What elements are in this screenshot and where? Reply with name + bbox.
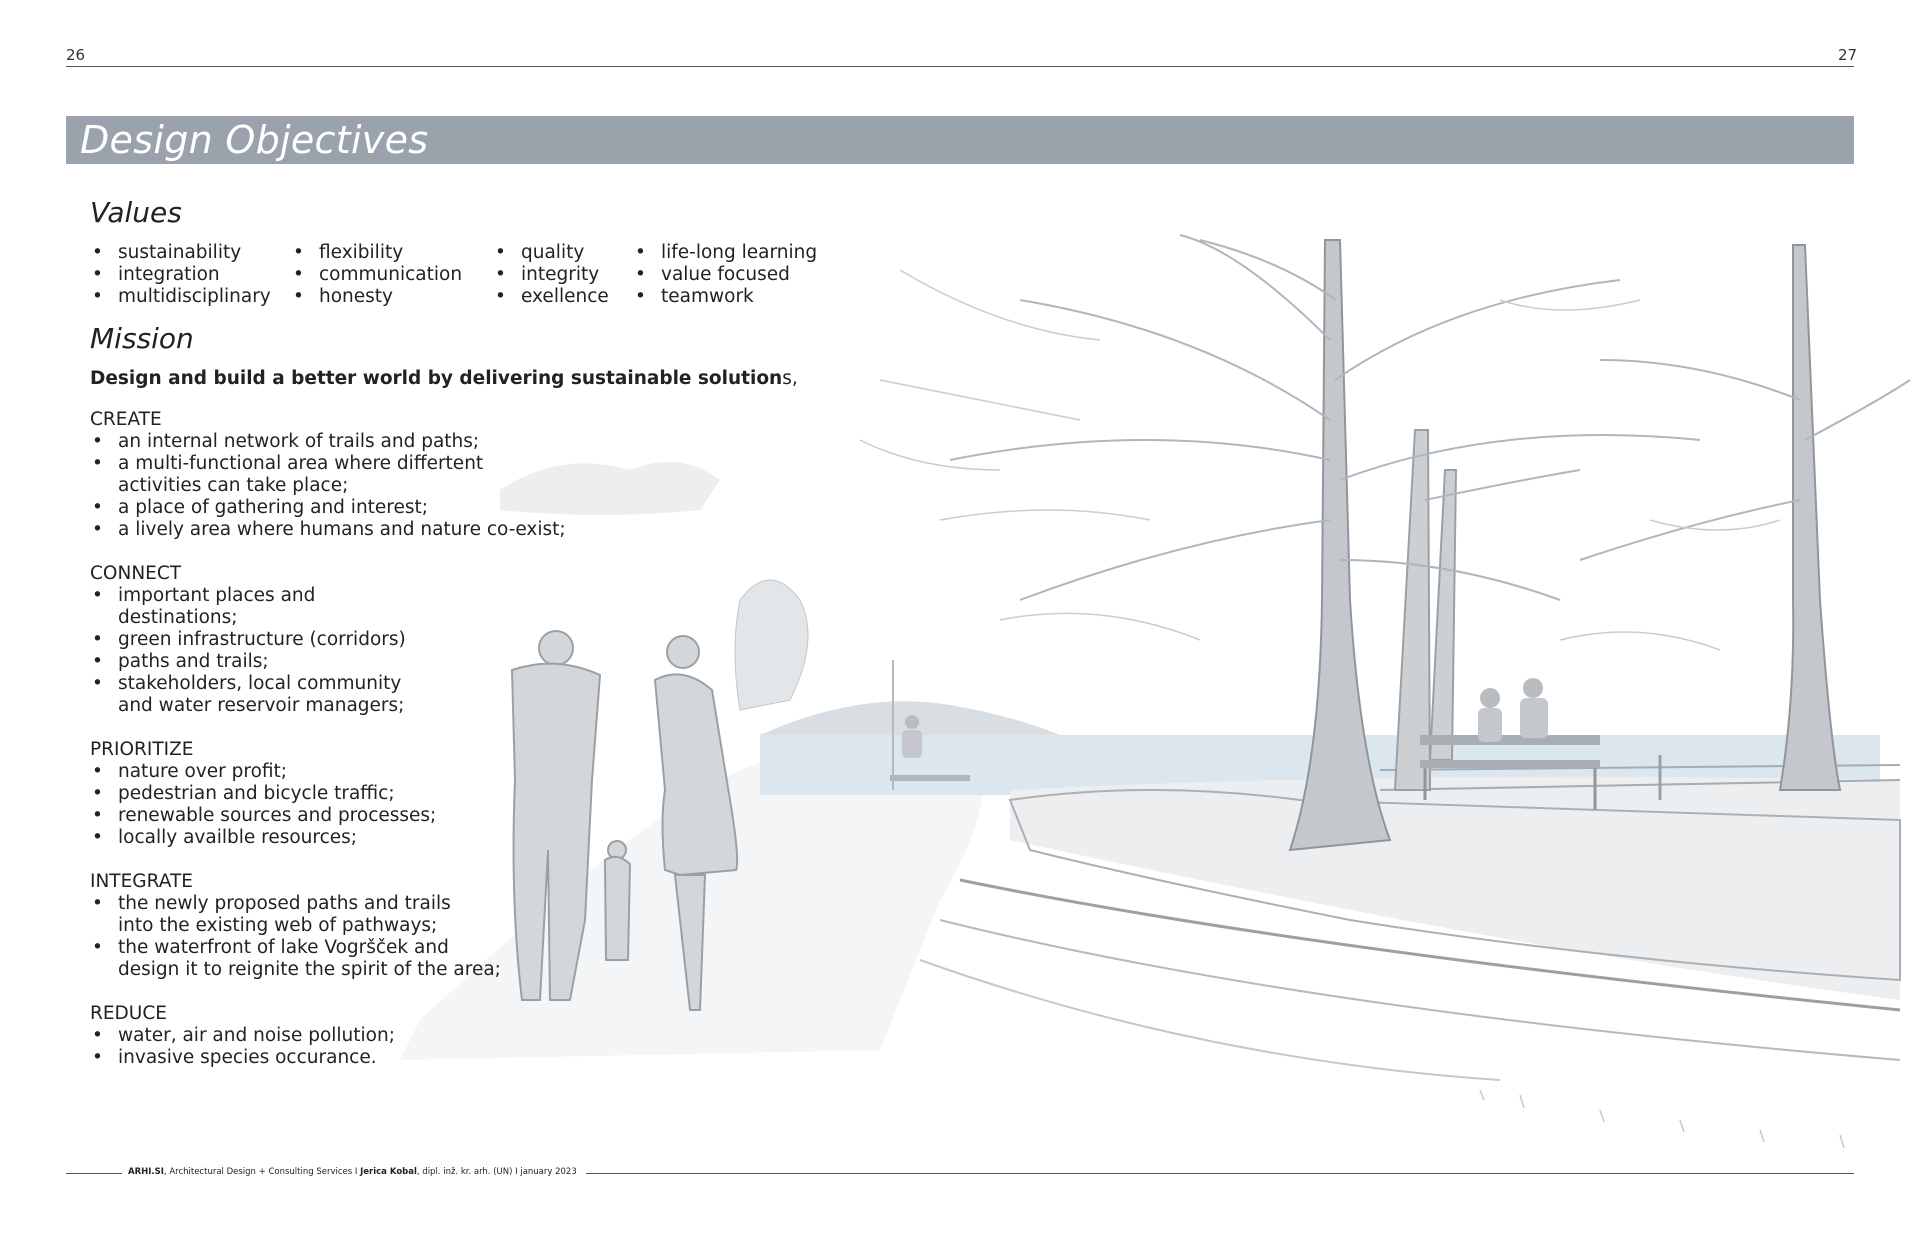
values-column-3	[493, 242, 609, 308]
top-divider	[66, 66, 1854, 67]
title-banner	[66, 116, 1854, 164]
values-heading: Values	[90, 196, 182, 229]
connect-item: • paths and trails;	[90, 651, 420, 673]
value-item: • quality	[493, 242, 609, 264]
footer-rule-left	[66, 1173, 122, 1174]
value-item: • exellence	[493, 286, 609, 308]
left-page-number: 26	[66, 46, 86, 64]
create-item: • a lively area where humans and nature co-exist;	[90, 519, 610, 541]
prioritize-item: • locally availble resources;	[90, 827, 490, 849]
page-title: Design Objectives	[80, 118, 429, 162]
value-item: • sustainability	[90, 242, 271, 264]
footer-author-desc: , dipl. inž. kr. arh. (UN) I january 2023	[416, 1167, 577, 1177]
create-heading: CREATE	[90, 409, 162, 430]
integrate-item: • the newly proposed paths and trails into the existing web of pathways;	[90, 893, 458, 937]
value-item: • multidisciplinary	[90, 286, 271, 308]
footer-rule-right	[586, 1173, 1854, 1174]
value-item: • integrity	[493, 264, 609, 286]
prioritize-section	[90, 739, 490, 849]
prioritize-item: • renewable sources and processes;	[90, 805, 490, 827]
value-item: • value focused	[633, 264, 817, 286]
prioritize-heading: PRIORITIZE	[90, 739, 194, 760]
values-column-4	[633, 242, 817, 308]
connect-item: • important places and destinations;	[90, 585, 328, 629]
value-item: • integration	[90, 264, 271, 286]
prioritize-item: • pedestrian and bicycle traffic;	[90, 783, 490, 805]
values-column-2	[291, 242, 462, 308]
reduce-section	[90, 1003, 490, 1069]
connect-item: • stakeholders, local community and water reservoir managers;	[90, 673, 408, 717]
value-item: • communication	[291, 264, 462, 286]
value-item: • flexibility	[291, 242, 462, 264]
footer-author: Jerica Kobal	[360, 1167, 417, 1177]
right-page-number: 27	[1838, 46, 1858, 64]
mission-statement-tail: s,	[782, 368, 798, 389]
create-item: • a multi-functional area where differtent activities can take place;	[90, 453, 488, 497]
integrate-item: • the waterfront of lake Vogršček and design it to reignite the spirit of the area;	[90, 937, 508, 981]
values-column-1	[90, 242, 271, 308]
integrate-heading: INTEGRATE	[90, 871, 193, 892]
mission-statement	[90, 368, 798, 389]
footer-company: ARHI.SI	[128, 1167, 164, 1177]
reduce-heading: REDUCE	[90, 1003, 167, 1024]
create-item: • a place of gathering and interest;	[90, 497, 610, 519]
connect-item: • green infrastructure (corridors)	[90, 629, 420, 651]
create-item: • an internal network of trails and paths;	[90, 431, 610, 453]
prioritize-item: • nature over profit;	[90, 761, 490, 783]
integrate-section	[90, 871, 510, 981]
value-item: • honesty	[291, 286, 462, 308]
connect-heading: CONNECT	[90, 563, 182, 584]
connect-section	[90, 563, 420, 717]
value-item: • teamwork	[633, 286, 817, 308]
mission-heading: Mission	[90, 322, 194, 355]
footer-company-desc: , Architectural Design + Consulting Services I	[163, 1167, 361, 1177]
create-section	[90, 409, 610, 541]
value-item: • life-long learning	[633, 242, 817, 264]
mission-statement-bold: Design and build a better world by delivering sustainable solution	[90, 368, 783, 389]
footer-credits	[128, 1167, 577, 1177]
reduce-item: • invasive species occurance.	[90, 1047, 490, 1069]
reduce-item: • water, air and noise pollution;	[90, 1025, 490, 1047]
